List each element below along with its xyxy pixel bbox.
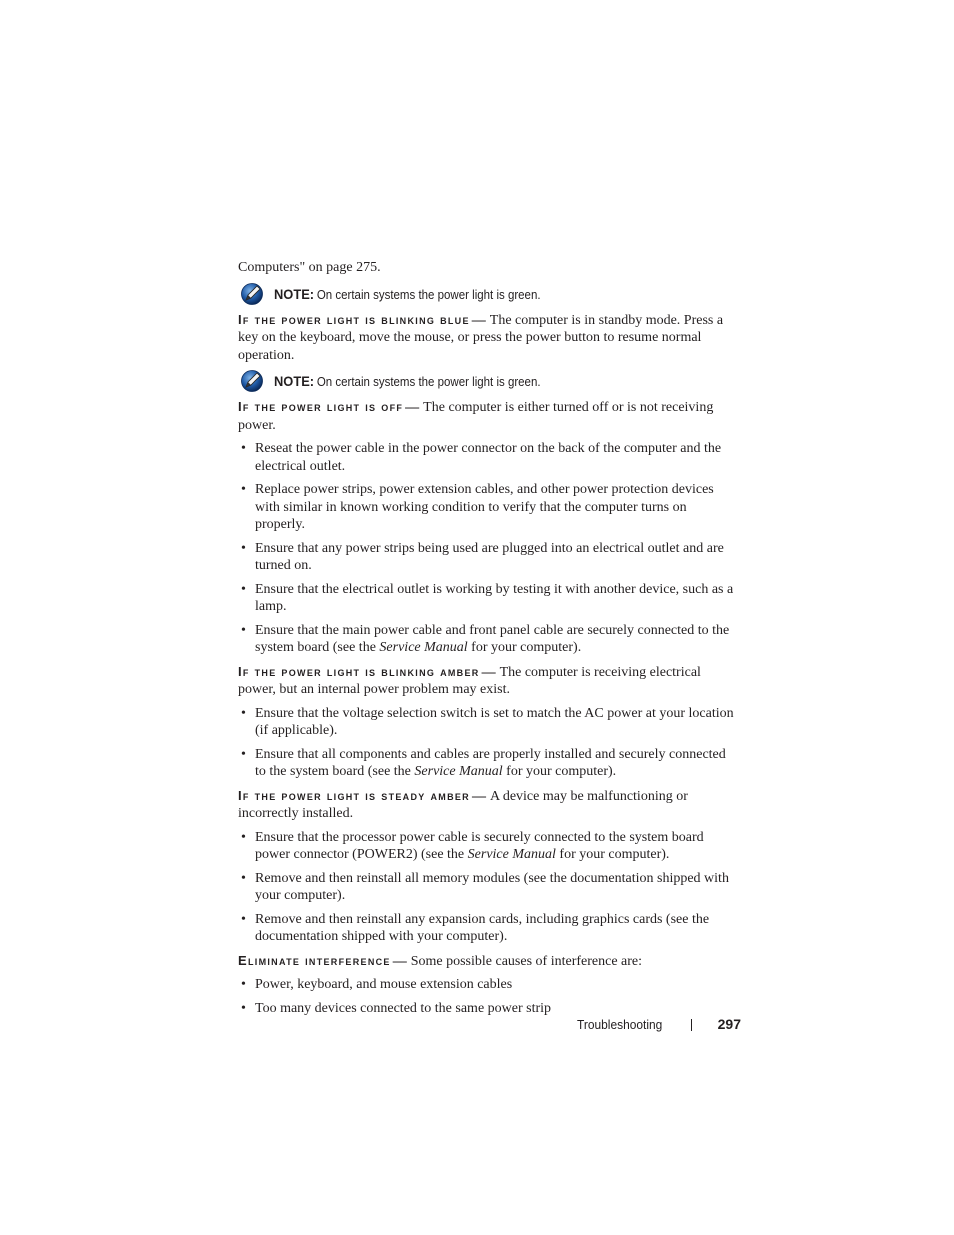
- bullet: •: [241, 540, 246, 556]
- bullet: •: [241, 870, 246, 886]
- bullet: •: [241, 746, 246, 762]
- list-item: [238, 746, 738, 781]
- list-item: [238, 911, 738, 946]
- bullet: •: [241, 482, 246, 497]
- bullet-list-blinking-amber: [238, 705, 738, 781]
- heading-dash: —: [405, 400, 420, 415]
- note-text: [274, 373, 541, 389]
- note-pencil-icon: [240, 370, 264, 392]
- page-content: [238, 259, 738, 1023]
- lead-text: Computers" on page 275.: [238, 260, 381, 275]
- footer-section-title: Troubleshooting: [577, 1017, 663, 1032]
- bullet: •: [241, 977, 246, 992]
- bullet: •: [241, 441, 246, 456]
- section-blinking-amber: [238, 663, 738, 699]
- manual-title: Service Manual: [414, 764, 503, 779]
- list-item-text: Ensure that the main power cable and front panel cable are securely connected to the system board (see the: [255, 622, 730, 655]
- note-body: On certain systems the power light is green.: [316, 287, 541, 302]
- list-item: [238, 870, 738, 905]
- heading-text: If the power light is steady amber: [238, 787, 470, 803]
- section-heading: [238, 954, 391, 968]
- section-heading: [238, 400, 403, 414]
- bullet: •: [241, 622, 246, 638]
- list-item: [238, 481, 738, 534]
- list-item-text: Reseat the power cable in the power connector on the back of the computer and the electrical outlet.: [255, 441, 722, 474]
- list-item: [238, 976, 738, 994]
- bullet: •: [241, 705, 246, 721]
- heading-text: If the power light is blinking amber: [238, 663, 480, 679]
- list-item-text: Ensure that the electrical outlet is working by testing it with another device, such as a lamp.: [255, 581, 734, 614]
- section-steady-amber: [238, 787, 738, 823]
- bullet: •: [241, 911, 246, 927]
- list-item-text: for your computer).: [555, 847, 670, 862]
- note-2: [238, 370, 738, 392]
- section-interference: [238, 952, 738, 971]
- list-item-text: for your computer).: [467, 640, 582, 655]
- section-text: The computer is receiving electrical power, but an internal power problem may exist.: [238, 664, 701, 697]
- section-text: The computer is either turned off or is not receiving power.: [238, 400, 714, 433]
- footer-divider: [691, 1019, 692, 1031]
- bullet-list-light-off: [238, 440, 738, 657]
- section-heading: [238, 789, 470, 803]
- bullet: •: [241, 581, 246, 597]
- section-text: The computer is in standby mode. Press a key on the keyboard, move the mouse, or press the power button to resume normal operation.: [238, 312, 724, 363]
- list-item-text: for your computer).: [502, 764, 617, 779]
- note-pencil-icon: [240, 283, 264, 305]
- heading-dash: —: [392, 953, 407, 969]
- list-item-text: Remove and then reinstall all memory modules (see the documentation shipped with your computer).: [255, 870, 729, 903]
- list-item-text: Ensure that any power strips being used are plugged into an electrical outlet and are turned on.: [255, 540, 724, 573]
- note-text: [274, 286, 541, 302]
- section-text: A device may be malfunctioning or incorrectly installed.: [238, 788, 688, 821]
- bullet: •: [241, 1000, 246, 1016]
- heading-dash: —: [471, 312, 486, 328]
- list-item: [238, 622, 738, 657]
- list-item: [238, 581, 738, 616]
- bullet: •: [241, 829, 246, 845]
- list-item: [238, 829, 738, 864]
- page-footer: [577, 1015, 741, 1035]
- manual-title: Service Manual: [467, 847, 556, 862]
- page-number: 297: [717, 1016, 741, 1032]
- note-body: On certain systems the power light is green.: [316, 375, 541, 389]
- list-item-text: Ensure that the processor power cable is securely connected to the system board power connector (POWER2) (see the: [255, 829, 704, 862]
- list-item-text: Replace power strips, power extension cables, and other power protection devices with similar in known working condition to verify that the computer turns on properly.: [255, 482, 714, 532]
- section-heading: [238, 665, 480, 679]
- note-1: [238, 283, 738, 305]
- list-item-text: Ensure that all components and cables are properly installed and securely connected to the system board (see the: [255, 746, 726, 779]
- note-label: NOTE:: [274, 285, 315, 302]
- heading-text: If the power light is blinking blue: [238, 311, 470, 327]
- section-heading: [238, 313, 470, 327]
- list-item-text: Remove and then reinstall any expansion cards, including graphics cards (see the documentation shipped with your computer).: [255, 911, 710, 944]
- bullet-list-interference: [238, 976, 738, 1017]
- section-text: Some possible causes of interference are:: [410, 953, 643, 969]
- list-item-text: Power, keyboard, and mouse extension cables: [255, 977, 513, 992]
- section-blinking-blue: [238, 311, 738, 365]
- heading-text: Eliminate interference: [238, 952, 391, 968]
- list-item-text: Ensure that the voltage selection switch is set to match the AC power at your location (if applicable).: [255, 705, 734, 738]
- manual-title: Service Manual: [379, 640, 468, 655]
- list-item: [238, 440, 738, 475]
- list-item-text: Too many devices connected to the same power strip: [255, 1000, 552, 1016]
- heading-dash: —: [481, 664, 496, 680]
- section-light-off: [238, 398, 738, 434]
- bullet-list-steady-amber: [238, 829, 738, 946]
- list-item: [238, 540, 738, 575]
- heading-text: If the power light is off: [238, 399, 404, 414]
- list-item: [238, 705, 738, 740]
- note-label: NOTE:: [274, 373, 315, 389]
- heading-dash: —: [471, 788, 486, 804]
